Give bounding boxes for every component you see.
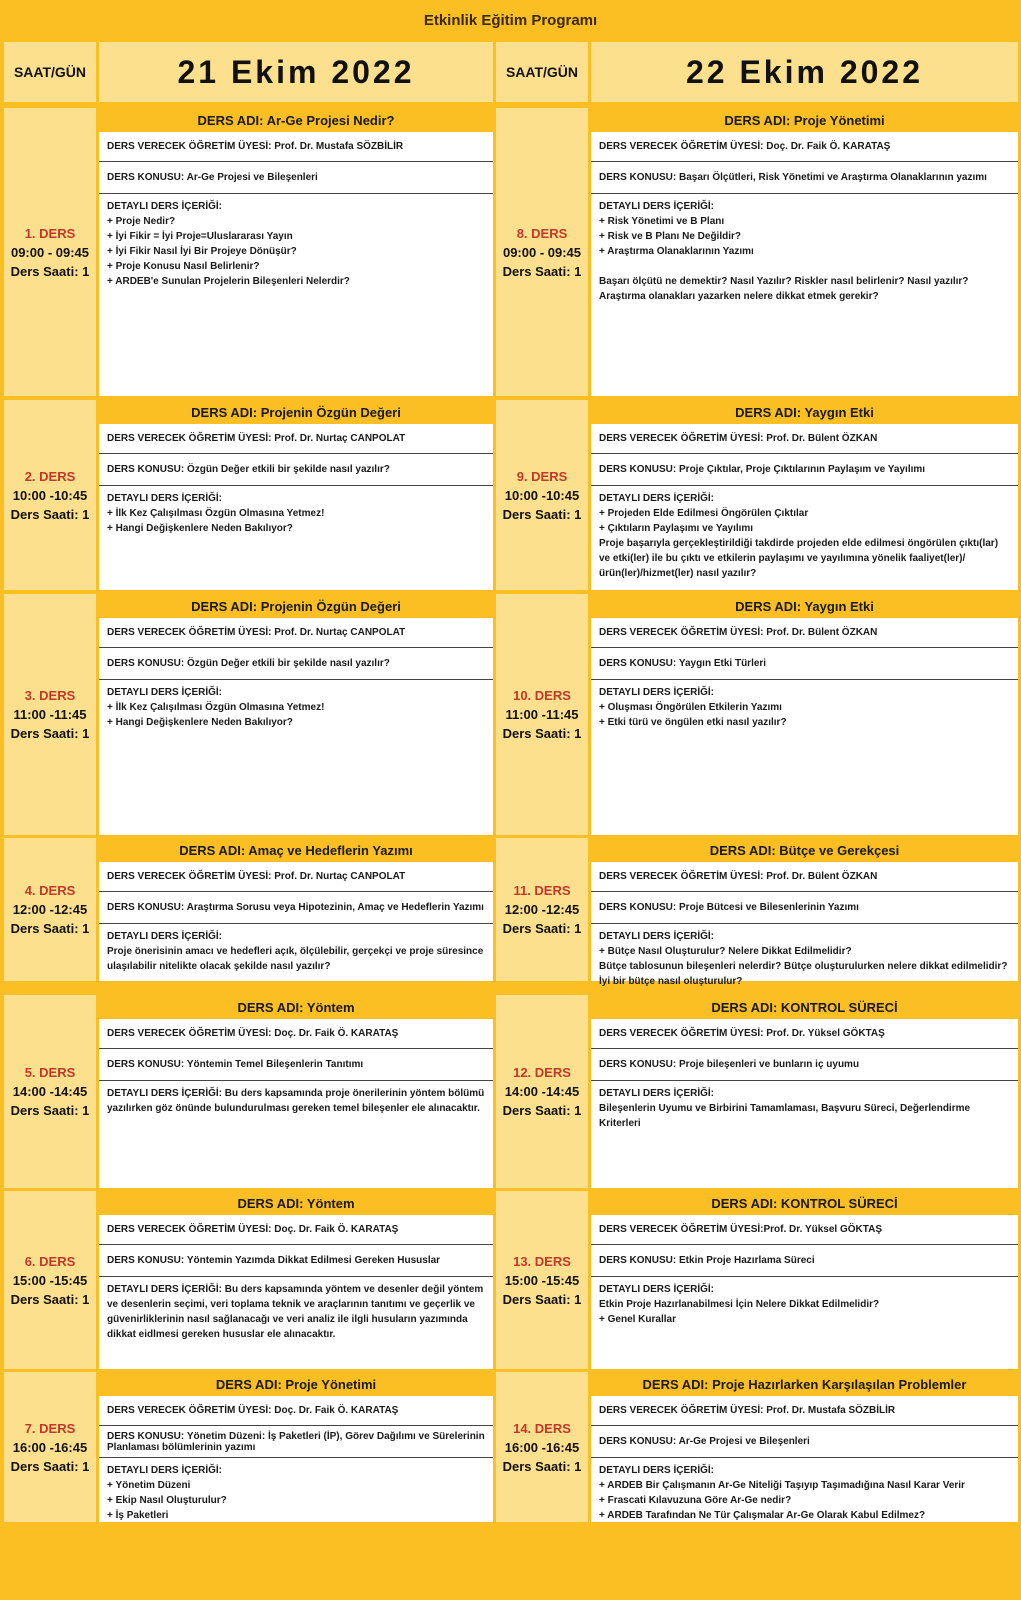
course-name: DERS ADI: Ar-Ge Projesi Nedir? [99, 108, 493, 132]
page-title: Etkinlik Eğitim Programı [0, 0, 1021, 40]
course-spacer [99, 1121, 493, 1188]
lesson-hours: Ders Saati: 1 [10, 263, 90, 279]
lesson-time: 14:00 -14:45 [12, 1084, 88, 1099]
course-topic: DERS KONUSU: Yöntemin Yazımda Dikkat Edilmesi Gereken Hususlar [99, 1245, 493, 1277]
lesson-hours: Ders Saati: 1 [502, 921, 582, 936]
course-instructor: DERS VERECEK ÖĞRETİM ÜYESİ:Prof. Dr. Yüksel GÖKTAŞ [591, 1215, 1018, 1245]
course-name: DERS ADI: KONTROL SÜRECİ [591, 995, 1018, 1019]
course-cell [99, 838, 493, 981]
course-spacer [99, 294, 493, 396]
lesson-time: 15:00 -15:45 [504, 1272, 580, 1288]
course-name: DERS ADI: Yaygın Etki [591, 400, 1018, 424]
course-instructor: DERS VERECEK ÖĞRETİM ÜYESİ: Doç. Dr. Faik Ö. KARATAŞ [99, 1215, 493, 1245]
lesson-time: 16:00 -16:45 [12, 1439, 88, 1455]
course-detail: DETAYLI DERS İÇERİĞİ: + Yönetim Düzeni + Ekip Nasıl Oluşturulur? + İş Paketleri [107, 1465, 227, 1521]
lesson-number: 5. DERS [24, 1065, 76, 1080]
course-detail: DETAYLI DERS İÇERİĞİ: + İlk Kez Çalışılması Özgün Olmasına Yetmez! + Hangi Değişkenlere Neden Bakılıyor? [107, 493, 325, 534]
course-spacer [591, 1332, 1018, 1369]
course-cell [591, 1372, 1018, 1522]
course-spacer [99, 541, 493, 590]
course-topic: DERS KONUSU: Başarı Ölçütleri, Risk Yönetimi ve Araştırma Olanaklarının yazımı [591, 162, 1018, 194]
lesson-number: 12. DERS [513, 1065, 571, 1080]
time-cell [4, 108, 96, 396]
course-detail: DETAYLI DERS İÇERİĞİ: Proje önerisinin amacı ve hedefleri açık, ölçülebilir, gerçekçi ve proje süresince ulaşılabilir nitelikte olacak şekilde nasıl yazılır? [107, 931, 484, 972]
lesson-time: 10:00 -10:45 [504, 487, 580, 503]
course-instructor: DERS VERECEK ÖĞRETİM ÜYESİ: Doç. Dr. Faik Ö. KARATAŞ [591, 132, 1018, 162]
lesson-time: 11:00 -11:45 [13, 707, 87, 722]
lesson-time: 12:00 -12:45 [504, 902, 580, 917]
course-topic: DERS KONUSU: Yaygın Etki Türleri [591, 648, 1018, 680]
course-instructor: DERS VERECEK ÖĞRETİM ÜYESİ: Prof. Dr. Bülent ÖZKAN [591, 424, 1018, 454]
time-cell [496, 594, 588, 835]
lesson-number: 6. DERS [24, 1253, 76, 1269]
course-cell [591, 1191, 1018, 1369]
lesson-time: 16:00 -16:45 [504, 1439, 580, 1455]
course-spacer [591, 586, 1018, 590]
course-name: DERS ADI: Yöntem [99, 995, 493, 1019]
course-instructor: DERS VERECEK ÖĞRETİM ÜYESİ: Prof. Dr. Bülent ÖZKAN [591, 862, 1018, 892]
course-name: DERS ADI: Yaygın Etki [591, 594, 1018, 618]
course-detail: DETAYLI DERS İÇERİĞİ: Etkin Proje Hazırlanabilmesi İçin Nelere Dikkat Edilmelidir? + Genel Kurallar [599, 1284, 880, 1325]
lesson-hours: Ders Saati: 1 [502, 1291, 582, 1307]
course-detail: DETAYLI DERS İÇERİĞİ: + Oluşması Öngörülen Etkilerin Yazımı + Etki türü ve öngülen etki nasıl yazılır? [599, 687, 787, 728]
course-name: DERS ADI: Yöntem [99, 1191, 493, 1215]
course-detail: DETAYLI DERS İÇERİĞİ: + Risk Yönetimi ve B Planı + Risk ve B Planı Ne Değildir? + Araştırma Olanaklarının Yazımı Başarı ölçütü ne demektir? Nasıl Yazılır? Riskler nasıl belirlenir? Nasıl yazılır? Araştırma olanakları yazarken nelere dikkat etmek gerekir? [599, 201, 969, 302]
course-instructor: DERS VERECEK ÖĞRETİM ÜYESİ: Doç. Dr. Faik Ö. KARATAŞ [99, 1396, 493, 1426]
course-spacer [99, 979, 493, 981]
time-cell [496, 400, 588, 590]
lesson-time: 15:00 -15:45 [12, 1272, 88, 1288]
course-cell [99, 1191, 493, 1369]
lesson-number: 11. DERS [513, 883, 571, 898]
course-topic: DERS KONUSU: Araştırma Sorusu veya Hipotezinin, Amaç ve Hedeflerin Yazımı [99, 892, 493, 924]
course-name: DERS ADI: Proje Hazırlarken Karşılaşılan Problemler [591, 1372, 1018, 1396]
course-detail: DETAYLI DERS İÇERİĞİ: Bu ders kapsamında proje önerilerinin yöntem bölümü yazılırken göz önünde bulundurulması gereken temel bileşenler ele alınacaktır. [107, 1088, 485, 1114]
course-instructor: DERS VERECEK ÖĞRETİM ÜYESİ: Prof. Dr. Nurtaç CANPOLAT [99, 424, 493, 454]
course-name: DERS ADI: Projenin Özgün Değeri [99, 400, 493, 424]
course-name: DERS ADI: Bütçe ve Gerekçesi [591, 838, 1018, 862]
course-cell [99, 108, 493, 396]
course-cell [591, 594, 1018, 835]
lesson-hours: Ders Saati: 1 [10, 506, 90, 522]
time-cell [496, 838, 588, 981]
lesson-number: 4. DERS [24, 883, 76, 898]
course-topic: DERS KONUSU: Özgün Değer etkili bir şekilde nasıl yazılır? [99, 454, 493, 486]
course-instructor: DERS VERECEK ÖĞRETİM ÜYESİ: Prof. Dr. Yüksel GÖKTAŞ [591, 1019, 1018, 1049]
lesson-hours: Ders Saati: 1 [502, 506, 582, 522]
course-spacer [591, 309, 1018, 396]
lesson-number: 9. DERS [516, 468, 568, 484]
lesson-hours: Ders Saati: 1 [502, 1103, 582, 1118]
time-cell [4, 400, 96, 590]
lesson-time: 11:00 -11:45 [505, 707, 579, 722]
course-instructor: DERS VERECEK ÖĞRETİM ÜYESİ: Prof. Dr. Bülent ÖZKAN [591, 618, 1018, 648]
course-topic: DERS KONUSU: Yönetim Düzeni: İş Paketleri (İP), Görev Dağılımı ve Sürelerinin Planlaması bölümlerinin yazımı [99, 1426, 493, 1458]
course-cell [591, 995, 1018, 1188]
course-instructor: DERS VERECEK ÖĞRETİM ÜYESİ: Prof. Dr. Mustafa SÖZBİLİR [591, 1396, 1018, 1426]
lesson-hours: Ders Saati: 1 [502, 263, 582, 279]
course-cell [591, 108, 1018, 396]
lesson-time: 12:00 -12:45 [12, 902, 88, 917]
time-cell [4, 1372, 96, 1522]
course-topic: DERS KONUSU: Etkin Proje Hazırlama Süreci [591, 1245, 1018, 1277]
course-topic: DERS KONUSU: Ar-Ge Projesi ve Bileşenleri [99, 162, 493, 194]
lesson-hours: Ders Saati: 1 [10, 1103, 90, 1118]
course-instructor: DERS VERECEK ÖĞRETİM ÜYESİ: Prof. Dr. Nurtaç CANPOLAT [99, 618, 493, 648]
course-cell [99, 995, 493, 1188]
course-name: DERS ADI: Proje Yönetimi [591, 108, 1018, 132]
lesson-hours: Ders Saati: 1 [502, 726, 582, 741]
course-detail: DETAYLI DERS İÇERİĞİ: + İlk Kez Çalışılması Özgün Olmasına Yetmez! + Hangi Değişkenlere Neden Bakılıyor? [107, 687, 325, 728]
lesson-number: 13. DERS [513, 1253, 571, 1269]
course-spacer [99, 735, 493, 835]
course-cell [99, 1372, 493, 1522]
course-detail: DETAYLI DERS İÇERİĞİ: Bileşenlerin Uyumu ve Birbirini Tamamlaması, Başvuru Süreci, Değerlendirme Kriterleri [599, 1088, 971, 1129]
course-cell [591, 400, 1018, 590]
lesson-time: 10:00 -10:45 [12, 487, 88, 503]
lesson-number: 2. DERS [24, 468, 76, 484]
course-name: DERS ADI: Projenin Özgün Değeri [99, 594, 493, 618]
time-cell [496, 1372, 588, 1522]
course-detail: DETAYLI DERS İÇERİĞİ: + Proje Nedir? + İyi Fikir = İyi Proje=Uluslararası Yayın + İyi Fikir Nasıl İyi Bir Projeye Dönüşür? + Proje Konusu Nasıl Belirlenir? + ARDEB'e Sunulan Projelerin Bileşenleri Nelerdir? [107, 201, 350, 287]
course-topic: DERS KONUSU: Ar-Ge Projesi ve Bileşenleri [591, 1426, 1018, 1458]
lesson-time: 14:00 -14:45 [504, 1084, 580, 1099]
course-cell [99, 400, 493, 590]
lesson-time: 09:00 - 09:45 [10, 244, 90, 260]
course-topic: DERS KONUSU: Proje Bütcesi ve Bilesenlerinin Yazımı [591, 892, 1018, 924]
course-cell [99, 594, 493, 835]
course-topic: DERS KONUSU: Proje bileşenleri ve bunların iç uyumu [591, 1049, 1018, 1081]
time-cell [4, 838, 96, 981]
header-day-1: 21 Ekim 2022 [99, 42, 493, 102]
lesson-number: 3. DERS [24, 688, 76, 703]
course-instructor: DERS VERECEK ÖĞRETİM ÜYESİ: Doç. Dr. Faik Ö. KARATAŞ [99, 1019, 493, 1049]
header-day-2: 22 Ekim 2022 [591, 42, 1018, 102]
lesson-hours: Ders Saati: 1 [10, 1291, 90, 1307]
lesson-number: 10. DERS [513, 688, 571, 703]
course-cell [591, 838, 1018, 987]
lesson-number: 8. DERS [516, 225, 568, 241]
lesson-time: 09:00 - 09:45 [502, 244, 582, 260]
course-detail: DETAYLI DERS İÇERİĞİ: + ARDEB Bir Çalışmanın Ar-Ge Niteliği Taşıyıp Taşımadığına Nasıl Karar Verir + Frascati Kılavuzuna Göre Ar-Ge nedir? + ARDEB Tarafından Ne Tür Çalışmalar Ar-Ge Olarak Kabul Edilmez? [599, 1465, 965, 1521]
lesson-number: 7. DERS [24, 1420, 76, 1436]
course-spacer [99, 1347, 493, 1369]
time-cell [4, 1191, 96, 1369]
course-name: DERS ADI: Proje Yönetimi [99, 1372, 493, 1396]
course-name: DERS ADI: KONTROL SÜRECİ [591, 1191, 1018, 1215]
time-cell [496, 108, 588, 396]
course-spacer [591, 1136, 1018, 1188]
time-cell [4, 594, 96, 835]
lesson-hours: Ders Saati: 1 [10, 1458, 90, 1474]
time-cell [496, 995, 588, 1188]
header-saat-gun-right: SAAT/GÜN [496, 42, 588, 102]
course-instructor: DERS VERECEK ÖĞRETİM ÜYESİ: Prof. Dr. Nurtaç CANPOLAT [99, 862, 493, 892]
course-detail: DETAYLI DERS İÇERİĞİ: + Projeden Elde Edilmesi Öngörülen Çıktılar + Çıktıların Paylaşımı ve Yayılımı Proje başarıyla gerçekleştirildiği takdirde projeden elde edilmesi öngörülen çıktı(lar) ve etki(ler) ile bu çıktı ve etkilerin paylaşımı ve yayılımına yönelik faaliyet(ler)/ürün(ler)/hizmet(ler) nasıl yazılır? [599, 493, 999, 579]
course-topic: DERS KONUSU: Yöntemin Temel Bileşenlerin Tanıtımı [99, 1049, 493, 1081]
lesson-number: 1. DERS [24, 225, 76, 241]
time-cell [496, 1191, 588, 1369]
course-instructor: DERS VERECEK ÖĞRETİM ÜYESİ: Prof. Dr. Mustafa SÖZBİLİR [99, 132, 493, 162]
lesson-hours: Ders Saati: 1 [502, 1458, 582, 1474]
course-name: DERS ADI: Amaç ve Hedeflerin Yazımı [99, 838, 493, 862]
lesson-hours: Ders Saati: 1 [10, 921, 90, 936]
header-saat-gun-left: SAAT/GÜN [4, 42, 96, 102]
lesson-hours: Ders Saati: 1 [10, 726, 90, 741]
course-topic: DERS KONUSU: Proje Çıktılar, Proje Çıktılarının Paylaşım ve Yayılımı [591, 454, 1018, 486]
time-cell [4, 995, 96, 1188]
course-topic: DERS KONUSU: Özgün Değer etkili bir şekilde nasıl yazılır? [99, 648, 493, 680]
lesson-number: 14. DERS [513, 1420, 571, 1436]
course-spacer [591, 735, 1018, 835]
course-detail: DETAYLI DERS İÇERİĞİ: Bu ders kapsamında yöntem ve desenler değil yöntem ve desenlerin seçimi, veri toplama teknik ve araçlarının tanıtımı ve geçerlik ve güvenirliklerinin nasıl sağlanacağı ve veri analiz ile ilgli husuların yazımında dikkat eidlmesi gereken hususlar ele alınacaktır. [107, 1284, 484, 1340]
course-detail: DETAYLI DERS İÇERİĞİ: + Bütçe Nasıl Oluşturulur? Nelere Dikkat Edilmelidir? Bütçe tablosunun bileşenleri nelerdir? Bütçe oluşturulurken nelere dikkat edilmelidir? İyi bir bütçe nasıl oluşturulur? [599, 931, 1008, 987]
